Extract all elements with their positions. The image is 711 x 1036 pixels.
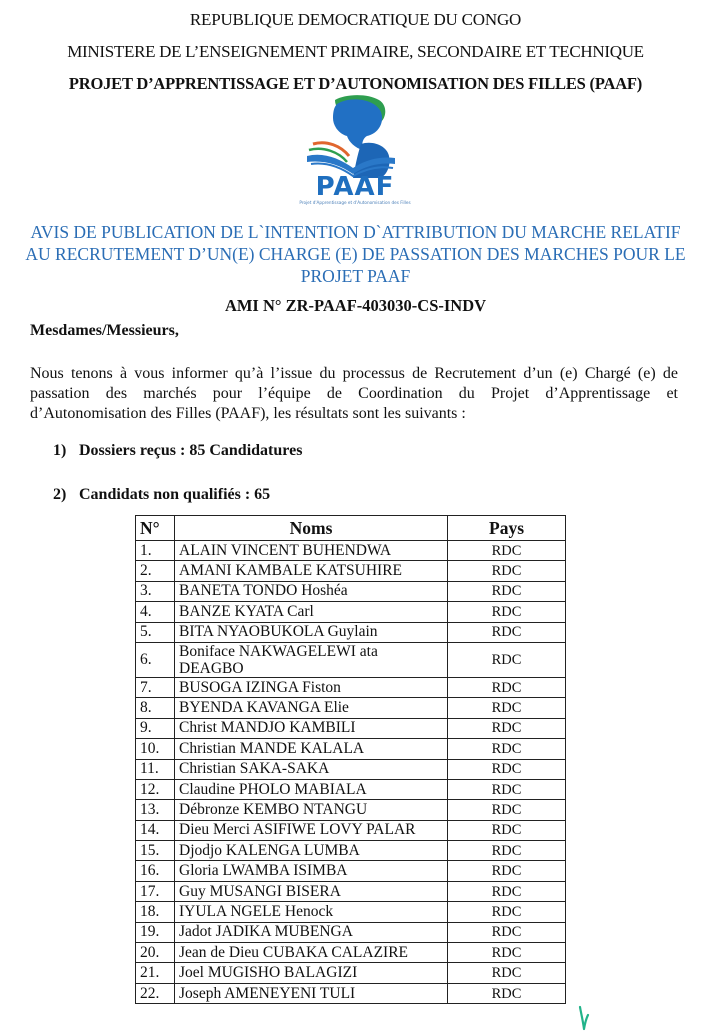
table-row [136, 739, 566, 759]
table-row [136, 800, 566, 820]
row-country: RDC [448, 581, 566, 601]
table-row [136, 902, 566, 922]
row-number: 16. [136, 861, 175, 881]
row-name: BANETA TONDO Hoshéa [175, 581, 448, 601]
reference-number: AMI N° ZR-PAAF-403030-CS-INDV [224, 296, 487, 315]
row-country: RDC [448, 541, 566, 561]
table-row [136, 759, 566, 779]
notice-title-line-3: PROJET PAAF [300, 266, 411, 286]
row-name: AMANI KAMBALE KATSUHIRE [175, 561, 448, 581]
row-country: RDC [448, 820, 566, 840]
table-row [136, 698, 566, 718]
result-number: 1) [53, 442, 67, 459]
row-name: Djodjo KALENGA LUMBA [175, 841, 448, 861]
table-header-row [136, 516, 566, 541]
result-text: Dossiers reçus : 85 Candidatures [79, 442, 303, 459]
row-number: 4. [136, 602, 175, 622]
row-name: Guy MUSANGI BISERA [175, 881, 448, 901]
row-country: RDC [448, 759, 566, 779]
result-item-unqualified [53, 486, 270, 504]
row-number: 6. [136, 642, 175, 677]
row-country: RDC [448, 841, 566, 861]
row-number: 3. [136, 581, 175, 601]
intro-paragraph [30, 364, 678, 424]
row-country: RDC [448, 739, 566, 759]
row-country: RDC [448, 861, 566, 881]
table-row [136, 922, 566, 942]
intro-line-1: Nous tenons à vous informer qu’à l’issue du processus de Recrutement d’un (e) Chargé (e) de [30, 365, 678, 382]
row-number: 12. [136, 779, 175, 799]
row-name: Joel MUGISHO BALAGIZI [175, 963, 448, 983]
row-country: RDC [448, 677, 566, 697]
table-row [136, 677, 566, 697]
row-country: RDC [448, 642, 566, 677]
row-number: 15. [136, 841, 175, 861]
unqualified-candidates-table [135, 515, 566, 1004]
project-heading: PROJET D’APPRENTISSAGE ET D’AUTONOMISATION DES FILLES (PAAF) [68, 74, 643, 93]
table-row [136, 841, 566, 861]
row-name: Jadot JADIKA MUBENGA [175, 922, 448, 942]
row-country: RDC [448, 881, 566, 901]
row-name: Christian SAKA-SAKA [175, 759, 448, 779]
row-number: 1. [136, 541, 175, 561]
table-row [136, 718, 566, 738]
row-name: Gloria LWAMBA ISIMBA [175, 861, 448, 881]
row-name: Claudine PHOLO MABIALA [175, 779, 448, 799]
row-country: RDC [448, 698, 566, 718]
row-name: Débronze KEMBO NTANGU [175, 800, 448, 820]
row-country: RDC [448, 718, 566, 738]
row-country: RDC [448, 922, 566, 942]
table-row [136, 622, 566, 642]
row-number: 10. [136, 739, 175, 759]
row-name: Jean de Dieu CUBAKA CALAZIRE [175, 943, 448, 963]
row-name: Joseph AMENEYENI TULI [175, 983, 448, 1003]
row-country: RDC [448, 800, 566, 820]
table-row [136, 820, 566, 840]
row-number: 22. [136, 983, 175, 1003]
row-name: BUSOGA IZINGA Fiston [175, 677, 448, 697]
result-item-received [53, 442, 302, 460]
table-row [136, 943, 566, 963]
intro-line-3: d’Autonomisation des Filles (PAAF), les résultats sont les suivants : [30, 405, 466, 422]
row-number: 19. [136, 922, 175, 942]
row-country: RDC [448, 963, 566, 983]
result-text: Candidats non qualifiés : 65 [79, 486, 271, 503]
country-heading: REPUBLIQUE DEMOCRATIQUE DU CONGO [189, 10, 522, 29]
row-country: RDC [448, 983, 566, 1003]
table-row [136, 581, 566, 601]
svg-text:Projet d'Apprentissage et d'Au: Projet d'Apprentissage et d'Autonomisation des Filles [299, 200, 411, 205]
row-name: Dieu Merci ASIFIWE LOVY PALAR [175, 820, 448, 840]
row-number: 2. [136, 561, 175, 581]
row-name: Christian MANDE KALALA [175, 739, 448, 759]
table-row [136, 963, 566, 983]
table-row [136, 642, 566, 677]
notice-title-line-2: AU RECRUTEMENT D’UN(E) CHARGE (E) DE PASSATION DES MARCHES POUR LE [25, 244, 686, 264]
row-country: RDC [448, 779, 566, 799]
handwritten-mark-icon [578, 1005, 592, 1031]
row-number: 13. [136, 800, 175, 820]
svg-text:PAAF: PAAF [315, 172, 395, 202]
header-country: Pays [448, 516, 566, 541]
table-row [136, 881, 566, 901]
table-row [136, 983, 566, 1003]
row-country: RDC [448, 902, 566, 922]
row-name: BANZE KYATA Carl [175, 602, 448, 622]
table-row [136, 541, 566, 561]
row-number: 21. [136, 963, 175, 983]
paaf-logo [283, 94, 428, 206]
row-number: 18. [136, 902, 175, 922]
row-country: RDC [448, 622, 566, 642]
header-name: Noms [175, 516, 448, 541]
paaf-logo-icon [283, 94, 428, 206]
row-number: 8. [136, 698, 175, 718]
result-number: 2) [53, 486, 67, 503]
row-country: RDC [448, 561, 566, 581]
intro-line-2: passation des marchés pour l’équipe de Coordination du Projet d’Apprentissage et [30, 385, 678, 402]
row-number: 7. [136, 677, 175, 697]
row-country: RDC [448, 602, 566, 622]
row-number: 20. [136, 943, 175, 963]
header-number: N° [136, 516, 175, 541]
row-number: 9. [136, 718, 175, 738]
table-row [136, 602, 566, 622]
table-row [136, 561, 566, 581]
salutation: Mesdames/Messieurs, [30, 322, 179, 339]
row-number: 17. [136, 881, 175, 901]
row-number: 5. [136, 622, 175, 642]
table-row [136, 779, 566, 799]
row-name: BYENDA KAVANGA Elie [175, 698, 448, 718]
ministry-heading: MINISTERE DE L’ENSEIGNEMENT PRIMAIRE, SECONDAIRE ET TECHNIQUE [67, 42, 644, 61]
row-name: IYULA NGELE Henock [175, 902, 448, 922]
row-number: 11. [136, 759, 175, 779]
row-name: ALAIN VINCENT BUHENDWA [175, 541, 448, 561]
notice-title-line-1: AVIS DE PUBLICATION DE L`INTENTION D`ATTRIBUTION DU MARCHE RELATIF [30, 222, 681, 242]
row-name: BITA NYAOBUKOLA Guylain [175, 622, 448, 642]
table-row [136, 861, 566, 881]
row-name: Christ MANDJO KAMBILI [175, 718, 448, 738]
row-number: 14. [136, 820, 175, 840]
row-name: Boniface NAKWAGELEWI ata DEAGBO [175, 642, 448, 677]
row-country: RDC [448, 943, 566, 963]
